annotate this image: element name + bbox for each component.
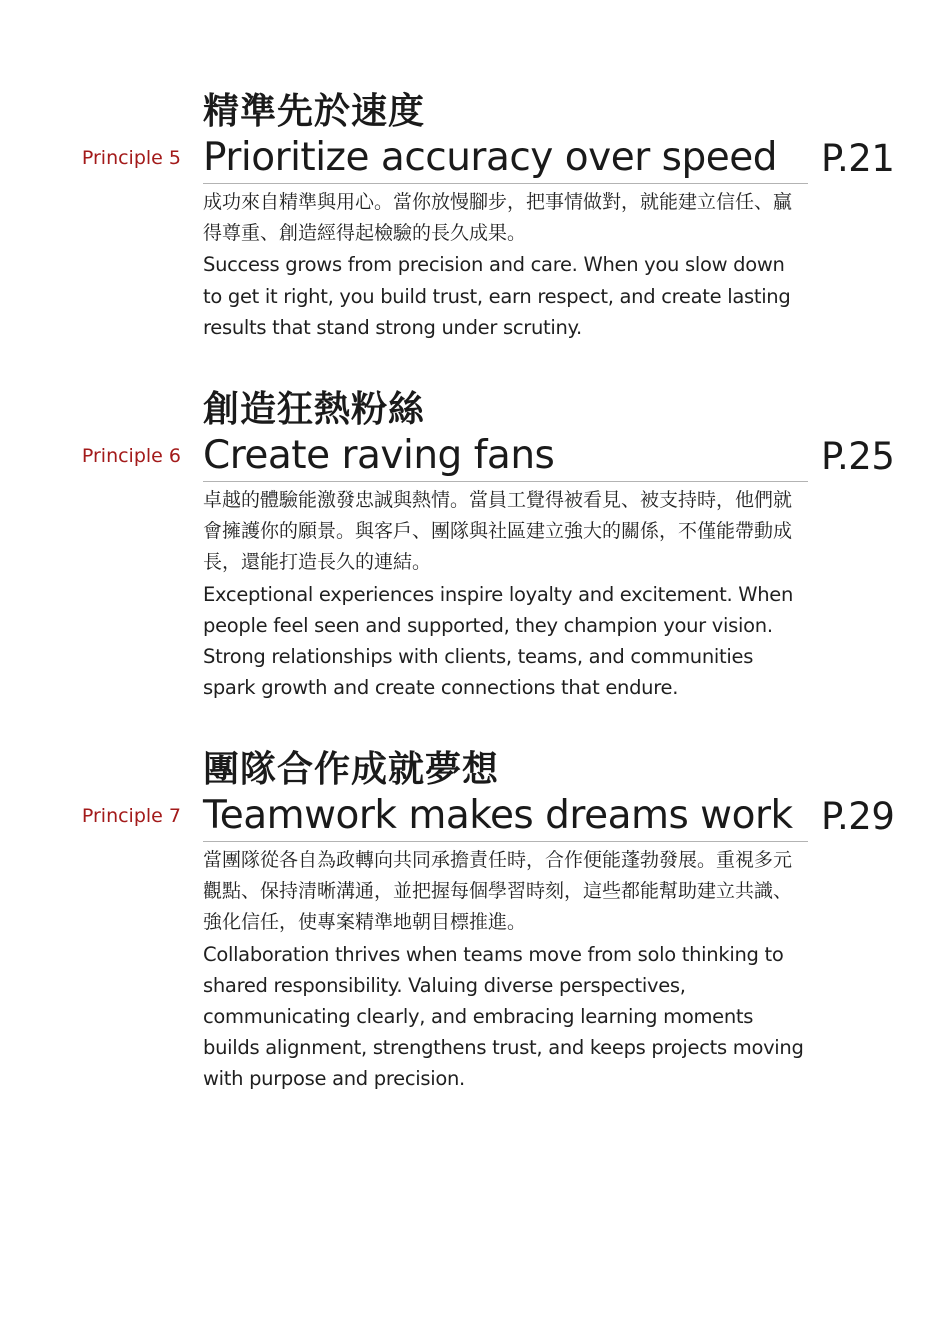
principle-title-zh: 團隊合作成就夢想 <box>203 749 500 790</box>
page-reference[interactable]: P.25 <box>821 435 895 478</box>
divider-line <box>203 183 808 184</box>
principle-description <box>203 485 809 703</box>
principle-title-zh: 創造狂熱粉絲 <box>203 389 426 430</box>
description-en: Exceptional experiences inspire loyalty and excitement. When people feel seen and supported, they champion your vision. Strong relationships with clients, teams, and communities spark growth and create connections that endure. <box>203 582 794 700</box>
page-reference[interactable]: P.21 <box>821 137 895 180</box>
principle-number-label: Principle 7 <box>81 805 181 827</box>
principle-description <box>203 187 809 343</box>
principle-title-en: Create raving fans <box>203 433 555 478</box>
principle-title-en: Teamwork makes dreams work <box>203 793 793 838</box>
page-reference[interactable]: P.29 <box>821 795 895 838</box>
divider-line <box>203 841 808 842</box>
description-zh: 卓越的體驗能激發忠誠與熱情。當員工覺得被看見、被支持時，他們就會擁護你的願景。與客戶、團隊與社區建立強大的關係，不僅能帶動成長，還能打造長久的連結。 <box>203 489 793 574</box>
description-en: Collaboration thrives when teams move from solo thinking to shared responsibility. Valuing diverse perspectives, communicating clearly, and embracing learning moments builds alignment, strengthens trust, and keeps projects moving with purpose and precision. <box>203 942 804 1091</box>
description-zh: 當團隊從各自為政轉向共同承擔責任時，合作便能蓬勃發展。重視多元觀點、保持清晰溝通，並把握每個學習時刻，這些都能幫助建立共識、強化信任，使專案精準地朝目標推進。 <box>203 849 793 934</box>
description-zh: 成功來自精準與用心。當你放慢腳步，把事情做對，就能建立信任、贏得尊重、創造經得起檢驗的長久成果。 <box>203 191 793 245</box>
principle-title-zh: 精準先於速度 <box>203 91 426 132</box>
principle-description <box>203 845 809 1095</box>
divider-line <box>203 481 808 482</box>
principle-title-en: Prioritize accuracy over speed <box>203 135 777 180</box>
principle-number-label: Principle 5 <box>81 147 181 169</box>
principle-number-label: Principle 6 <box>81 445 181 467</box>
description-en: Success grows from precision and care. When you slow down to get it right, you build trust, earn respect, and create lasting results that stand strong under scrutiny. <box>203 253 791 339</box>
